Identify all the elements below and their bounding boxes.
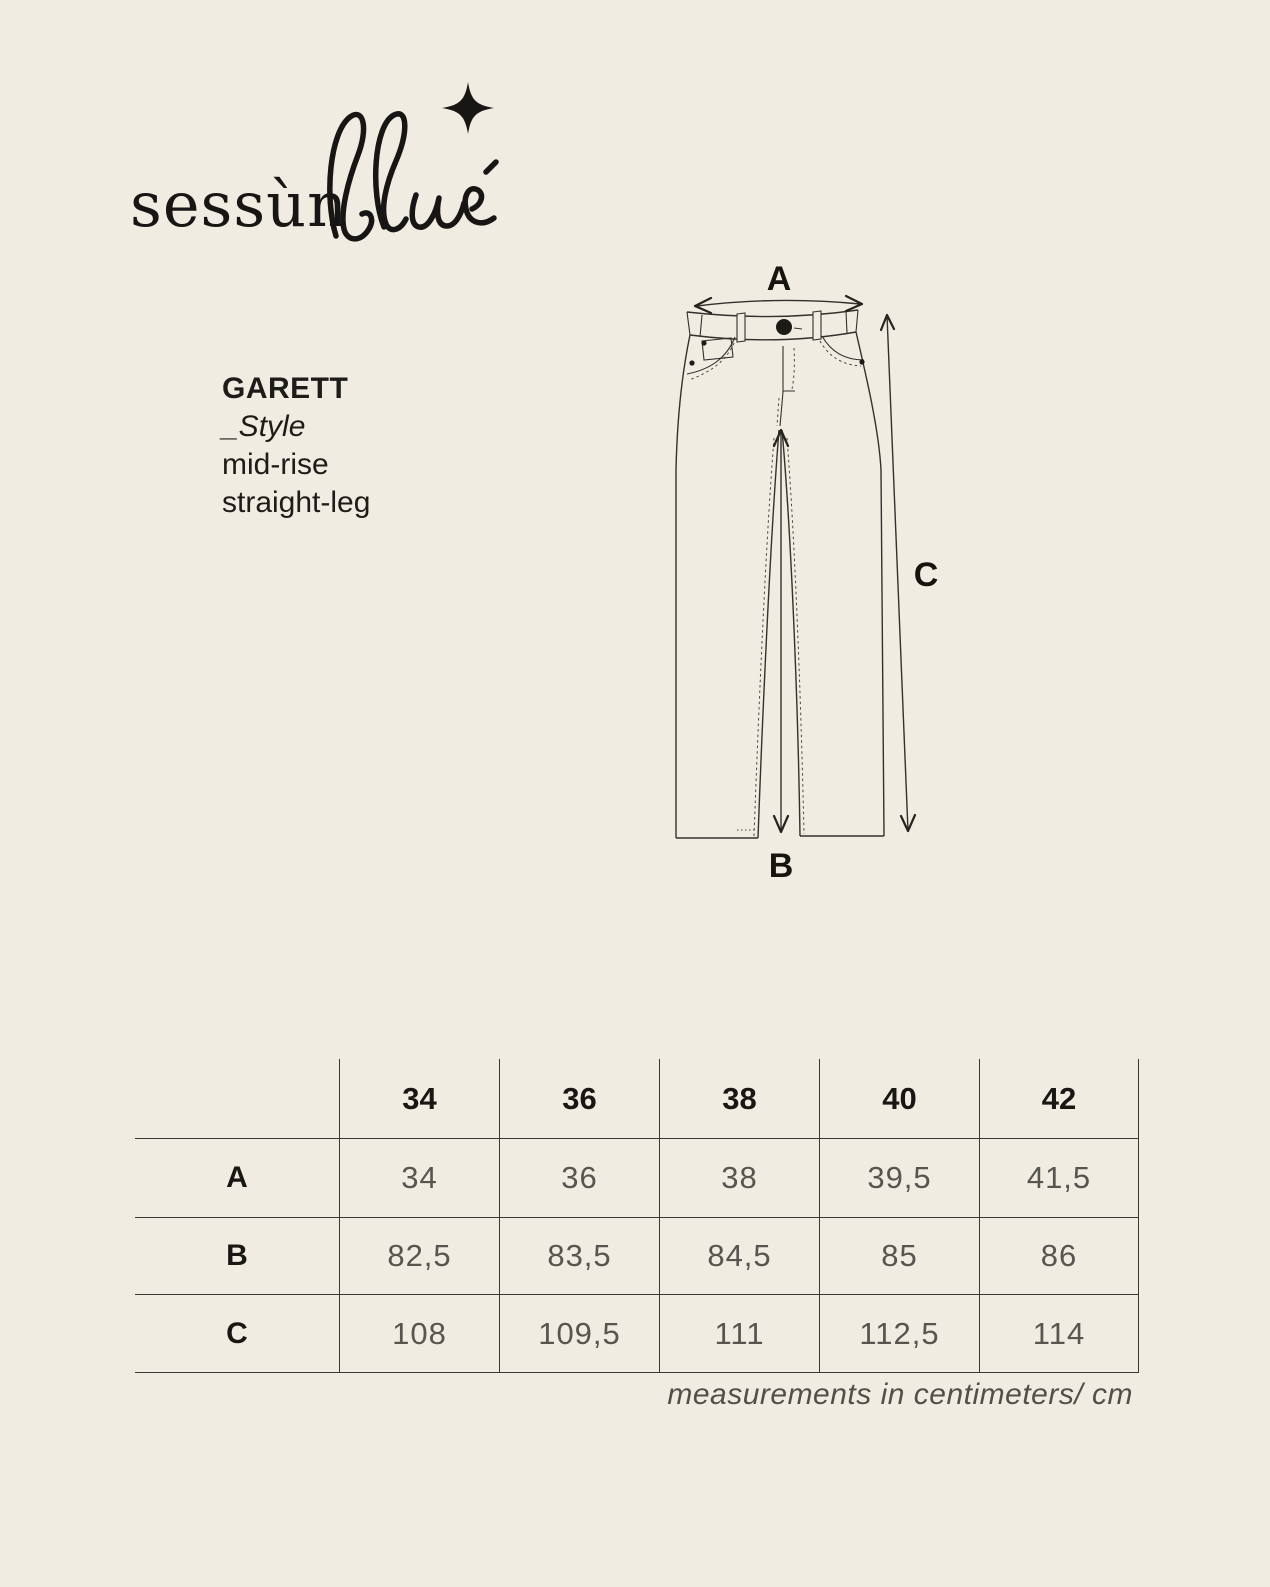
measurement-cell: 114 bbox=[979, 1295, 1139, 1373]
units-note: measurements in centimeters/ cm bbox=[667, 1378, 1133, 1411]
crotch-stitch bbox=[777, 398, 779, 426]
measure-label-a: A bbox=[766, 260, 792, 298]
button bbox=[776, 319, 792, 335]
inseam-right bbox=[782, 430, 800, 836]
size-column-header: 38 bbox=[659, 1059, 819, 1139]
measure-label-b: B bbox=[768, 847, 794, 885]
size-column-header: 42 bbox=[979, 1059, 1139, 1139]
front-pocket-left bbox=[687, 337, 735, 374]
measure-row-label: B bbox=[135, 1218, 339, 1295]
inseam-left bbox=[758, 430, 779, 838]
measure-label-c: C bbox=[913, 556, 939, 594]
size-column-header: 36 bbox=[499, 1059, 659, 1139]
size-column-header: 34 bbox=[339, 1059, 499, 1139]
waistband-bottom bbox=[690, 332, 856, 340]
sparkle-icon bbox=[442, 82, 494, 134]
measurement-cell: 84,5 bbox=[659, 1218, 819, 1295]
measurement-cell: 39,5 bbox=[819, 1139, 979, 1218]
size-table bbox=[135, 1059, 1139, 1373]
fit-line-2: straight-leg bbox=[222, 486, 371, 519]
measurement-cell: 86 bbox=[979, 1218, 1139, 1295]
product-info bbox=[222, 370, 370, 522]
arrow-a-heads bbox=[695, 296, 862, 313]
style-label: _Style bbox=[222, 410, 306, 443]
side-seam-right bbox=[856, 332, 884, 836]
waistband-top bbox=[687, 310, 858, 317]
waistband-end-right bbox=[856, 310, 858, 332]
table-corner-cell bbox=[135, 1059, 339, 1139]
inseam-stitch-right bbox=[787, 438, 804, 834]
fly-seam bbox=[780, 346, 795, 426]
measurement-cell: 109,5 bbox=[499, 1295, 659, 1373]
inseam-stitch-left bbox=[754, 438, 774, 836]
rivet bbox=[701, 340, 706, 345]
measurement-cell: 38 bbox=[659, 1139, 819, 1218]
measure-row-label: A bbox=[135, 1139, 339, 1218]
waistband-end-left bbox=[687, 312, 690, 335]
front-pocket-left-stitch bbox=[689, 343, 734, 380]
jeans-diagram bbox=[618, 252, 962, 900]
product-name: GARETT bbox=[222, 372, 349, 405]
measurement-cell: 41,5 bbox=[979, 1139, 1139, 1218]
side-seam-left bbox=[675, 335, 690, 838]
fit-line-1: mid-rise bbox=[222, 448, 329, 481]
buttonhole-tick bbox=[794, 328, 802, 329]
brand-wordmark: sessùn bbox=[130, 168, 349, 241]
belt-loop-right bbox=[813, 311, 821, 340]
rivet bbox=[859, 359, 864, 364]
arrow-c bbox=[887, 315, 908, 831]
front-pocket-right-stitch bbox=[820, 341, 861, 366]
size-column-header: 40 bbox=[819, 1059, 979, 1139]
measurement-cell: 83,5 bbox=[499, 1218, 659, 1295]
rivet bbox=[689, 360, 694, 365]
measurement-cell: 82,5 bbox=[339, 1218, 499, 1295]
belt-loop-left bbox=[737, 313, 745, 342]
measurement-cell: 112,5 bbox=[819, 1295, 979, 1373]
measure-row-label: C bbox=[135, 1295, 339, 1373]
measurement-cell: 108 bbox=[339, 1295, 499, 1373]
arrow-a bbox=[697, 300, 860, 306]
brand-script-logo bbox=[318, 74, 522, 254]
fly-stitch bbox=[792, 348, 794, 389]
measurement-cell: 111 bbox=[659, 1295, 819, 1373]
blue-script-word bbox=[330, 114, 496, 239]
measurement-cell: 34 bbox=[339, 1139, 499, 1218]
measurement-cell: 36 bbox=[499, 1139, 659, 1218]
measurement-cell: 85 bbox=[819, 1218, 979, 1295]
